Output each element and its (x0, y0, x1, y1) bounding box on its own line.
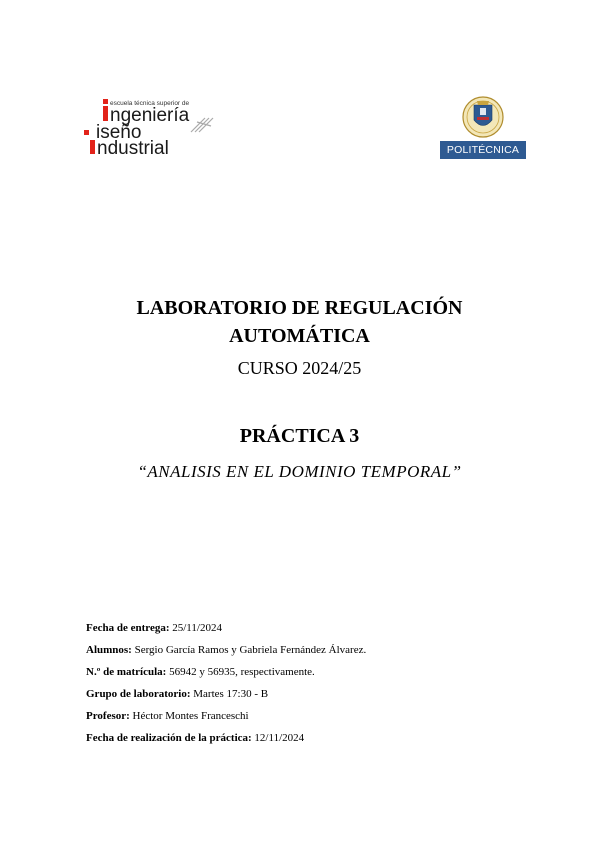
detail-label: Profesor: (86, 710, 130, 722)
detail-label: Fecha de realización de la práctica: (86, 732, 252, 744)
detail-value: Héctor Montes Franceschi (132, 710, 249, 722)
practice-number: PRÁCTICA 3 (239, 425, 360, 447)
detail-value: 56942 y 56935, respectivamente. (169, 666, 315, 678)
detail-enrollment (86, 665, 366, 687)
detail-label: Fecha de entrega: (86, 622, 170, 634)
school-word-2: iseño (96, 122, 142, 143)
detail-value: 25/11/2024 (172, 622, 222, 634)
title-line-2: AUTOMÁTICA (229, 325, 370, 347)
detail-value: 12/11/2024 (254, 732, 305, 744)
school-logo (84, 96, 216, 158)
detail-value: Martes 17:30 - B (193, 688, 269, 700)
detail-professor (86, 709, 366, 731)
detail-delivery-date (86, 621, 366, 643)
course-year: CURSO 2024/25 (237, 358, 362, 378)
school-word-1: ngeniería (110, 105, 190, 126)
details-list (86, 621, 366, 753)
practice-subtitle: “ANALISIS EN EL DOMINIO TEMPORAL” (137, 462, 462, 481)
detail-students (86, 643, 366, 665)
title-line-1: LABORATORIO DE REGULACIÓN (136, 297, 463, 319)
detail-value: Sergio García Ramos y Gabriela Fernández Álvarez. (134, 644, 367, 656)
school-tagline: escuela técnica superior de (110, 100, 190, 107)
detail-label: N.º de matrícula: (86, 666, 167, 678)
detail-lab-group (86, 687, 366, 709)
university-crest-icon (461, 96, 505, 138)
detail-label: Grupo de laboratorio: (86, 688, 191, 700)
detail-label: Alumnos: (86, 644, 132, 656)
university-band: POLITÉCNICA (440, 141, 526, 159)
report-title (0, 294, 599, 350)
university-logo (440, 96, 526, 162)
school-word-3: ndustrial (97, 138, 169, 158)
detail-practice-date (86, 731, 366, 753)
